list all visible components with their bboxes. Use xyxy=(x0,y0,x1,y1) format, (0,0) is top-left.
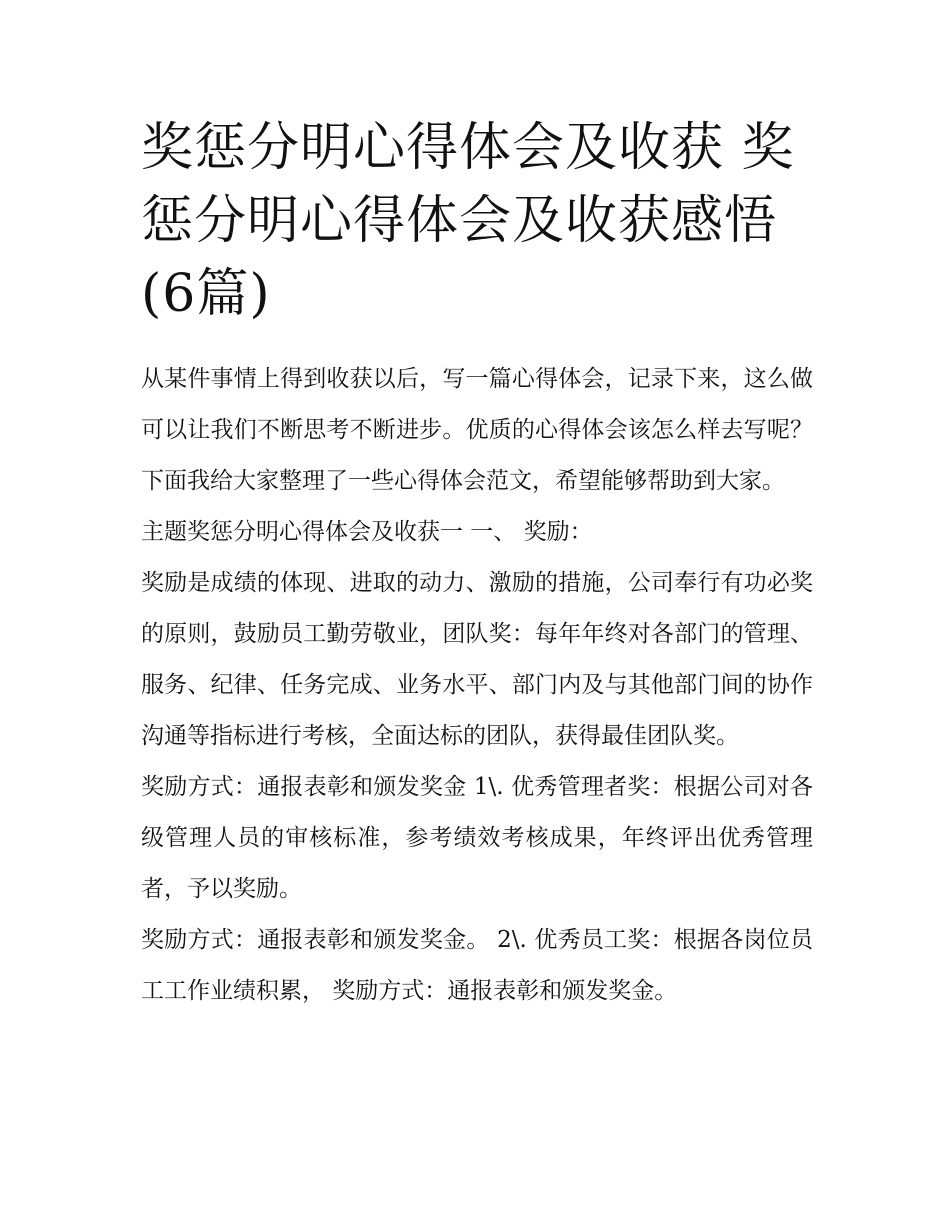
employee-award-paragraph: 奖励方式：通报表彰和颁发奖金。 2\. 优秀员工奖：根据各岗位员工工作业绩积累， 奖励方式：通报表彰和颁发奖金。 xyxy=(141,927,813,1004)
document-title: 奖惩分明心得体会及收获 奖惩分明心得体会及收获感悟(6篇) xyxy=(141,118,795,324)
reward-description-paragraph: 奖励是成绩的体现、进取的动力、激励的措施，公司奉行有功必奖的原则，鼓励员工勤劳敬业，团队奖：每年年终对各部门的管理、服务、纪律、任务完成、业务水平、部门内及与其他部门间的协作沟通等指标进行考核，全面达标的团队，获得最佳团队奖。 xyxy=(141,570,813,749)
intro-paragraph: 从某件事情上得到收获以后，写一篇心得体会，记录下来，这么做可以让我们不断思考不断进步。优质的心得体会该怎么样去写呢？下面我给大家整理了一些心得体会范文，希望能够帮助到大家。 xyxy=(141,366,813,494)
document-content xyxy=(141,112,813,1017)
section-heading-paragraph: 主题奖惩分明心得体会及收获一 一、 奖励： xyxy=(141,519,593,545)
manager-award-paragraph: 奖励方式：通报表彰和颁发奖金 1\. 优秀管理者奖：根据公司对各级管理人员的审核标准，参考绩效考核成果，年终评出优秀管理者，予以奖励。 xyxy=(141,774,813,902)
